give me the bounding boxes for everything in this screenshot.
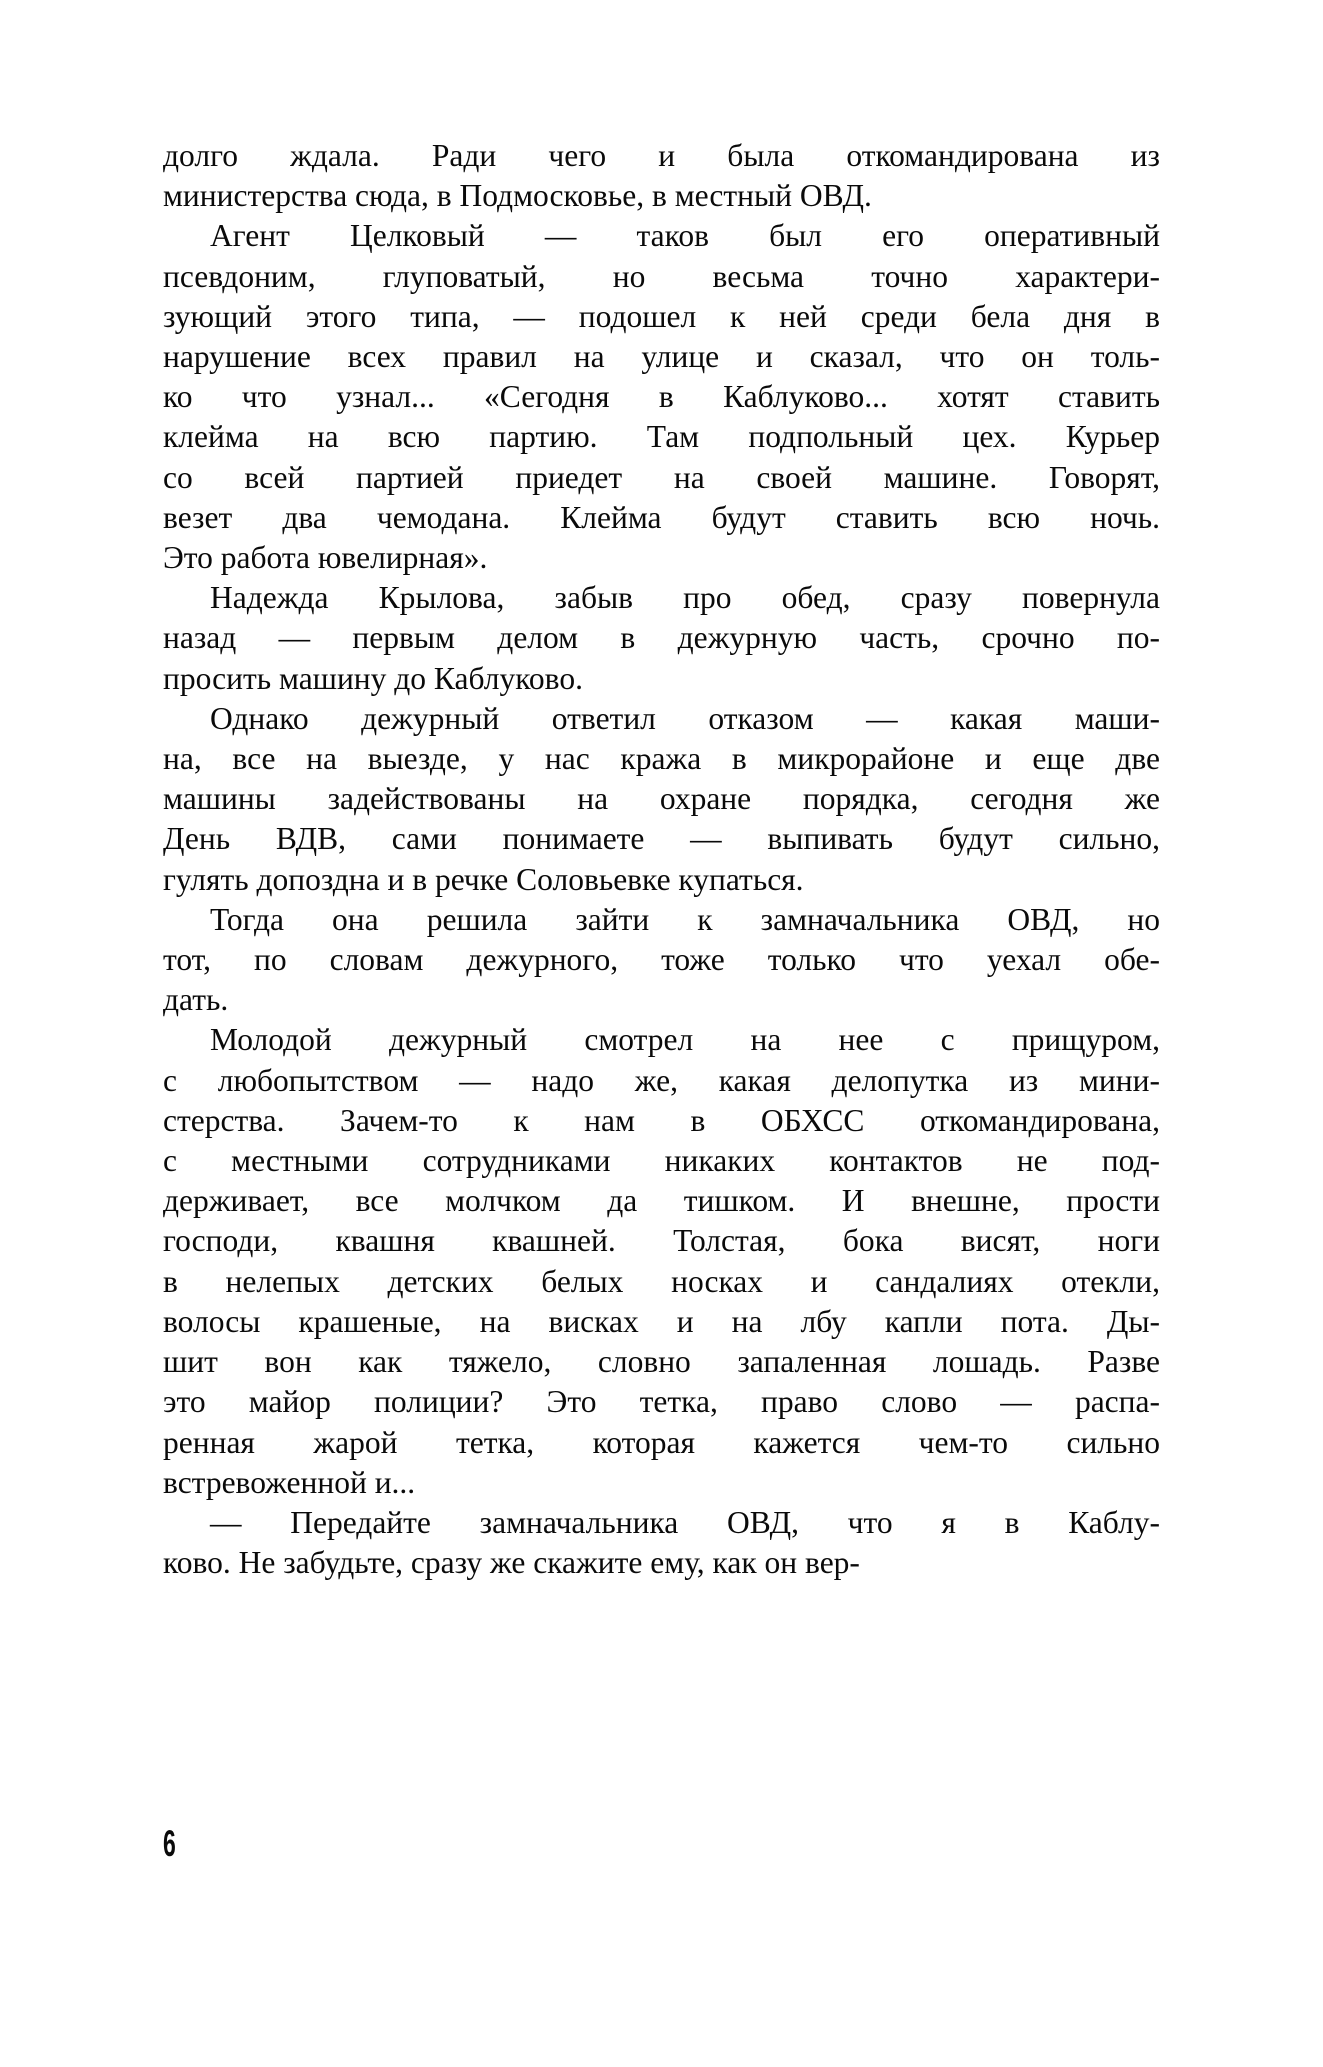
- text-line: ренная жарой тетка, которая кажется чем-то сильно: [163, 1424, 1160, 1460]
- text-line: псевдоним, глуповатый, но весьма точно характери-: [163, 258, 1160, 294]
- text-line: волосы крашеные, на висках и на лбу капли пота. Ды-: [163, 1303, 1160, 1339]
- text-line: встревоженной и...: [163, 1464, 416, 1500]
- paragraph: [163, 1020, 1160, 1502]
- text-line: просить машину до Каблуково.: [163, 660, 583, 696]
- text-line: Агент Целковый — таков был его оперативный: [210, 218, 1160, 254]
- paragraph: [163, 900, 1160, 1021]
- text-line: везет два чемодана. Клейма будут ставить всю ночь.: [163, 499, 1160, 535]
- page-text-body: [163, 136, 1160, 1583]
- text-line: с любопытством — надо же, какая делопутка из мини-: [163, 1062, 1160, 1098]
- text-line: стерства. Зачем-то к нам в ОБХСС откомандирована,: [163, 1102, 1160, 1138]
- paragraph: [163, 1503, 1160, 1583]
- text-line: министерства сюда, в Подмосковье, в местный ОВД.: [163, 178, 872, 214]
- text-line: дать.: [163, 982, 229, 1018]
- text-line: клейма на всю партию. Там подпольный цех. Курьер: [163, 419, 1160, 455]
- text-line: Надежда Крылова, забыв про обед, сразу повернула: [210, 580, 1160, 616]
- paragraph: [163, 136, 1160, 216]
- text-line: ково. Не забудьте, сразу же скажите ему, как он вер-: [163, 1545, 860, 1581]
- text-line: господи, квашня квашней. Толстая, бока висят, ноги: [163, 1223, 1160, 1259]
- text-line: нарушение всех правил на улице и сказал, что он толь-: [163, 339, 1160, 375]
- text-line: со всей партией приедет на своей машине. Говорят,: [163, 459, 1160, 495]
- text-line: с местными сотрудниками никаких контактов не под-: [163, 1143, 1160, 1179]
- text-line: День ВДВ, сами понимаете — выпивать будут сильно,: [163, 821, 1160, 857]
- text-line: Однако дежурный ответил отказом — какая маши-: [210, 700, 1160, 736]
- text-line: шит вон как тяжело, словно запаленная лошадь. Разве: [163, 1344, 1160, 1380]
- text-line: Молодой дежурный смотрел на нее с прищуром,: [210, 1022, 1160, 1058]
- paragraph: [163, 578, 1160, 699]
- text-line: назад — первым делом в дежурную часть, срочно по-: [163, 620, 1160, 656]
- paragraph: [163, 699, 1160, 900]
- text-line: гулять допоздна и в речке Соловьевке купаться.: [163, 861, 804, 897]
- text-line: ко что узнал... «Сегодня в Каблуково... хотят ставить: [163, 379, 1160, 415]
- text-line: Тогда она решила зайти к замначальника ОВД, но: [210, 901, 1160, 937]
- text-line: это майор полиции? Это тетка, право слово — распа-: [163, 1384, 1160, 1420]
- text-line: — Передайте замначальника ОВД, что я в Каблу-: [210, 1504, 1160, 1540]
- text-line: Это работа ювелирная».: [163, 540, 488, 576]
- paragraph: [163, 216, 1160, 578]
- text-line: тот, по словам дежурного, тоже только что уехал обе-: [163, 942, 1160, 978]
- text-line: держивает, все молчком да тишком. И внешне, прости: [163, 1183, 1160, 1219]
- text-line: на, все на выезде, у нас кража в микрорайоне и еще две: [163, 741, 1160, 777]
- text-line: долго ждала. Ради чего и была откомандирована из: [163, 138, 1160, 173]
- page-number: 6: [163, 1823, 176, 1864]
- text-line: машины задействованы на охране порядка, сегодня же: [163, 781, 1160, 817]
- text-line: зующий этого типа, — подошел к ней среди бела дня в: [163, 298, 1160, 334]
- text-line: в нелепых детских белых носках и сандалиях отекли,: [163, 1263, 1160, 1299]
